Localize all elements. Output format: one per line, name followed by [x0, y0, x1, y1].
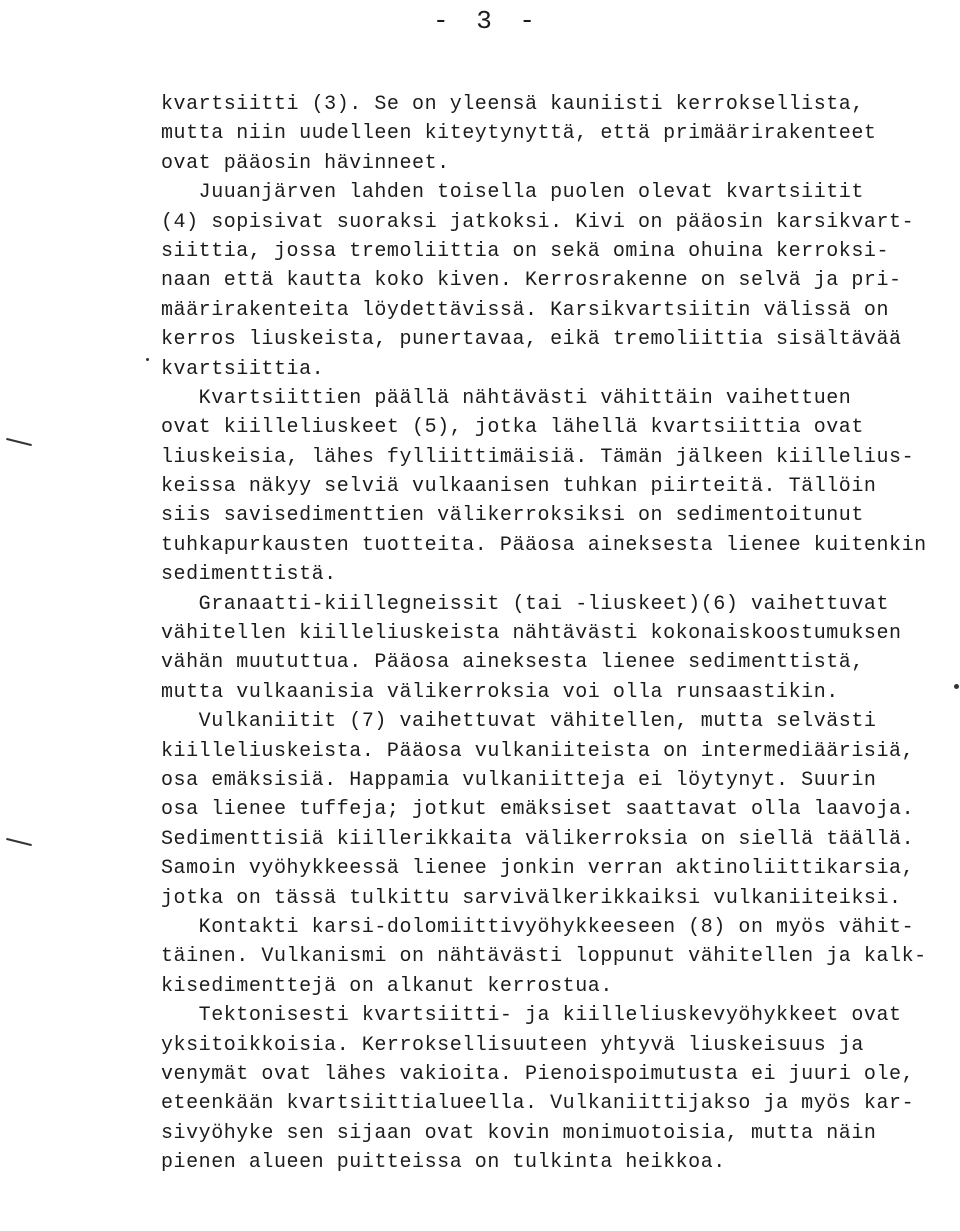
text-line: Kontakti karsi-dolomiittivyöhykkeeseen (8) on myös vähit- [161, 915, 915, 939]
text-line: siittia, jossa tremoliittia on sekä omina ohuina kerroksi- [161, 239, 890, 263]
text-line: osa emäksisiä. Happamia vulkaniitteja ei löytynyt. Suurin [161, 768, 877, 792]
text-line: liuskeisia, lähes fylliittimäisiä. Tämän jälkeen kiillelius- [161, 445, 915, 469]
text-line: Vulkaniitit (7) vaihettuvat vähitellen, mutta selvästi [161, 710, 877, 734]
text-line: kisedimenttejä on alkanut kerrostua. [161, 974, 613, 998]
text-line: kerros liuskeista, punertavaa, eikä tremoliittia sisältävää [161, 328, 902, 352]
text-line: kvartsiittia. [161, 357, 325, 381]
text-line: Granaatti-kiillegneissit (tai -liuskeet)(6) vaihettuvat [161, 592, 890, 616]
text-line: ovat kiilleliuskeet (5), jotka lähellä kvartsiittia ovat [161, 416, 864, 440]
margin-tick-mark [6, 438, 32, 446]
text-line: yksitoikkoisia. Kerroksellisuuteen yhtyvä liuskeisuus ja [161, 1033, 864, 1057]
text-line: kvartsiitti (3). Se on yleensä kauniisti kerroksellista, [161, 93, 864, 116]
text-line: (4) sopisivat suoraksi jatkoksi. Kivi on pääosin karsikvart- [161, 210, 915, 234]
text-line: jotka on tässä tulkittu sarvivälkerikkaiksi vulkaniiteiksi. [161, 886, 902, 910]
text-line: mutta vulkaanisia välikerroksia voi olla runsaastikin. [161, 680, 839, 704]
document-body [161, 90, 951, 1177]
text-line: siis savisedimenttien välikerroksiksi on sedimentoitunut [161, 504, 864, 528]
text-line: vähän muututtua. Pääosa aineksesta lienee sedimenttistä, [161, 651, 864, 675]
text-line: Samoin vyöhykkeessä lienee jonkin verran aktinoliittikarsia, [161, 857, 915, 881]
text-line: pienen alueen puitteissa on tulkinta heikkoa. [161, 1151, 726, 1175]
text-line: ovat pääosin hävinneet. [161, 151, 450, 175]
text-line: Sedimenttisiä kiillerikkaita välikerroksia on siellä täällä. [161, 827, 915, 851]
text-line: osa lienee tuffeja; jotkut emäksiset saattavat olla laavoja. [161, 798, 915, 822]
text-line: Kvartsiittien päällä nähtävästi vähittäin vaihettuen [161, 386, 852, 410]
text-line: tuhkapurkausten tuotteita. Pääosa aineksesta lienee kuitenkin [161, 533, 927, 557]
margin-tick-mark [6, 838, 32, 846]
page-number: - 3 - [433, 6, 542, 36]
text-line: keissa näkyy selviä vulkaanisen tuhkan piirteitä. Tällöin [161, 475, 877, 499]
text-line: venymät ovat lähes vakioita. Pienoispoimutusta ei juuri ole, [161, 1062, 915, 1086]
text-line: täinen. Vulkanismi on nähtävästi loppunut vähitellen ja kalk- [161, 945, 927, 969]
text-line: mutta niin uudelleen kiteytynyttä, että primäärirakenteet [161, 122, 877, 146]
text-line: Juuanjärven lahden toisella puolen olevat kvartsiitit [161, 181, 864, 205]
margin-dot-mark [146, 358, 149, 361]
text-line: kiilleliuskeista. Pääosa vulkaniiteista on intermediäärisiä, [161, 739, 915, 763]
text-line: naan että kautta koko kiven. Kerrosrakenne on selvä ja pri- [161, 269, 902, 293]
text-line: vähitellen kiilleliuskeista nähtävästi kokonaiskoostumuksen [161, 622, 902, 646]
text-line: sedimenttistä. [161, 563, 337, 587]
margin-dot-mark [954, 684, 959, 689]
text-line: määrirakenteita löydettävissä. Karsikvartsiitin välissä on [161, 298, 890, 322]
text-line: sivyöhyke sen sijaan ovat kovin monimuotoisia, mutta näin [161, 1121, 877, 1145]
text-line: eteenkään kvartsiittialueella. Vulkaniittijakso ja myös kar- [161, 1092, 915, 1116]
text-line: Tektonisesti kvartsiitti- ja kiilleliuskevyöhykkeet ovat [161, 1004, 902, 1028]
